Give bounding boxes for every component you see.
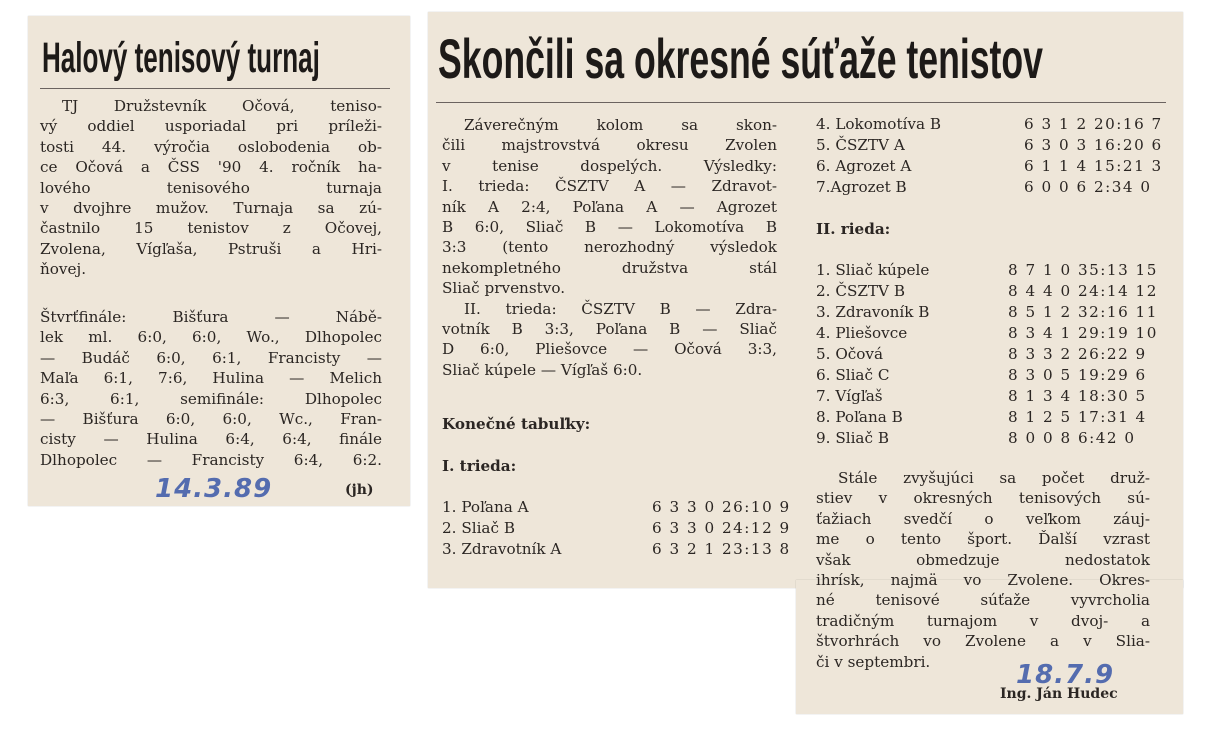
team-stats: 8 1 3 4 18:30 5 [1008, 387, 1147, 405]
team-name: 4. Pliešovce [816, 324, 908, 342]
table-row [442, 497, 791, 518]
table-row [816, 114, 1161, 135]
div1-heading: I. trieda: [442, 457, 517, 475]
text-line: častnilo 15 tenistov z Očovej, [40, 219, 382, 238]
text-line: v dvojhre mužov. Turnaja sa zú- [40, 198, 382, 217]
text-line: lového tenisového turnaja [40, 178, 382, 197]
table-row [816, 135, 1161, 156]
table-row [816, 281, 1161, 302]
text-line: votník B 3:3, Poľana B — Sliač [442, 319, 777, 338]
text-line: B 6:0, Sliač B — Lokomotíva B [442, 217, 777, 236]
table-row [816, 428, 1161, 449]
text-line: Štvrťfinále: Bišťura — Nábě- [40, 308, 382, 326]
text-line: ník A 2:4, Poľana A — Agrozet [442, 197, 777, 216]
team-name: 6. Agrozet A [816, 157, 912, 175]
text-line: 6:3, 6:1, semifinále: Dlhopolec [40, 389, 382, 408]
table-row [816, 302, 1161, 323]
text-line: Dlhopolec — Francisty 6:4, 6:2. [40, 450, 382, 469]
left-headline-rule [40, 88, 390, 89]
table-row [816, 260, 1161, 281]
team-stats: 6 3 3 0 26:10 9 [652, 498, 791, 516]
text-line: čili majstrovstvá okresu Zvolen [442, 136, 777, 155]
text-line: nekompletného družstva stál [442, 258, 777, 277]
text-line: ťažiach svedčí o veľkom záuj- [816, 509, 1150, 528]
table-row [816, 407, 1161, 428]
div2-table [816, 260, 1161, 449]
table-row [816, 156, 1161, 177]
left-author: (jh) [345, 482, 374, 498]
team-name: 3. Zdravoník B [816, 303, 930, 321]
text-line: Stále zvyšujúci sa počet druž- [838, 469, 1150, 487]
text-line: Maľa 6:1, 7:6, Hulina — Melich [40, 369, 382, 388]
table-row [442, 539, 791, 560]
text-line: či v septembri. [816, 652, 931, 671]
left-handwritten-date: 14.3.89 [155, 474, 273, 504]
table-row [442, 518, 791, 539]
text-line: tosti 44. výročia oslobodenia ob- [40, 137, 382, 156]
text-line: TJ Družstevník Očová, teniso- [62, 97, 382, 115]
text-line: ňovej. [40, 260, 87, 279]
div1-table-part1 [442, 497, 791, 560]
team-name: 5. ČSZTV A [816, 136, 905, 154]
text-line: Sliač kúpele — Vígľaš 6:0. [442, 360, 643, 379]
team-name: 4. Lokomotíva B [816, 115, 942, 133]
team-stats: 6 3 3 0 24:12 9 [652, 519, 791, 537]
table-row [816, 365, 1161, 386]
right-handwritten-date: 18.7.9 [1016, 660, 1115, 690]
team-stats: 8 3 4 1 29:19 10 [1008, 324, 1158, 342]
team-name: 8. Poľana B [816, 408, 903, 426]
team-name: 2. ČSZTV B [816, 282, 905, 300]
team-name: 9. Sliač B [816, 429, 889, 447]
text-line: né tenisové súťaže vyvrcholia [816, 591, 1150, 610]
team-name: 1. Poľana A [442, 498, 529, 516]
right-headline-rule [436, 102, 1166, 103]
text-line: lek ml. 6:0, 6:0, Wo., Dlhopolec [40, 328, 382, 347]
team-name: 1. Sliač kúpele [816, 261, 930, 279]
text-line: — Budáč 6:0, 6:1, Francisty — [40, 348, 382, 367]
team-name: 3. Zdravotník A [442, 540, 562, 558]
div2-heading: II. rieda: [816, 220, 891, 238]
team-stats: 6 0 0 6 2:34 0 [1024, 178, 1152, 196]
text-line: cisty — Hulina 6:4, 6:4, finále [40, 430, 382, 449]
team-stats: 6 3 0 3 16:20 6 [1024, 136, 1163, 154]
left-body [40, 96, 382, 280]
text-line: me o tento šport. Ďalší vzrast [816, 530, 1150, 549]
team-stats: 8 3 0 5 19:29 6 [1008, 366, 1147, 384]
text-line: 3:3 (tento nerozhodný výsledok [442, 238, 777, 257]
team-stats: 6 1 1 4 15:21 3 [1024, 157, 1163, 175]
text-line: stiev v okresných tenisových sú- [816, 489, 1150, 508]
table-row [816, 386, 1161, 407]
right-author: Ing. Ján Hudec [1000, 686, 1118, 702]
team-stats: 8 3 3 2 26:22 9 [1008, 345, 1147, 363]
right-headline: Skončili sa okresné súťaže tenistov [438, 27, 1043, 90]
team-name: 7. Vígľaš [816, 387, 883, 405]
div1-table-part2 [816, 114, 1161, 198]
team-stats: 6 3 1 2 20:16 7 [1024, 115, 1163, 133]
text-line: ce Očová a ČSS '90 4. ročník ha- [40, 158, 382, 177]
text-line: D 6:0, Pliešovce — Očová 3:3, [442, 340, 777, 359]
team-name: 2. Sliač B [442, 519, 515, 537]
closing-paragraph [816, 468, 1150, 672]
text-line: Záverečným kolom sa skon- [464, 116, 777, 134]
text-line: Zvolena, Vígľaša, Pstruši a Hri- [40, 239, 382, 258]
text-line: však obmedzuje nedostatok [816, 550, 1150, 569]
text-line: vý oddiel usporiadal pri príleži- [40, 117, 382, 136]
team-stats: 8 5 1 2 32:16 11 [1008, 303, 1158, 321]
team-name: 5. Očová [816, 345, 884, 363]
team-stats: 8 7 1 0 35:13 15 [1008, 261, 1158, 279]
tables-heading: Konečné tabuľky: [442, 415, 591, 433]
text-line: ihrísk, najmä vo Zvolene. Okres- [816, 570, 1150, 589]
table-row [816, 344, 1161, 365]
table-row [816, 323, 1161, 344]
left-results [40, 307, 382, 470]
text-line: Sliač prvenstvo. [442, 279, 566, 298]
team-stats: 6 3 2 1 23:13 8 [652, 540, 791, 558]
text-line: — Bišťura 6:0, 6:0, Wc., Fran- [40, 409, 382, 428]
text-line: tradičným turnajom v dvoj- a [816, 611, 1150, 630]
right-col1-body [442, 115, 777, 380]
left-headline: Halový tenisový turnaj [42, 33, 320, 81]
team-stats: 8 4 4 0 24:14 12 [1008, 282, 1158, 300]
table-row [816, 177, 1161, 198]
text-line: štvorhrách vo Zvolene a v Slia- [816, 632, 1150, 651]
team-stats: 8 0 0 8 6:42 0 [1008, 429, 1136, 447]
team-name: 7.Agrozet B [816, 178, 907, 196]
text-line: I. trieda: ČSZTV A — Zdravot- [442, 177, 777, 196]
team-name: 6. Sliač C [816, 366, 890, 384]
text-line: v tenise dospelých. Výsledky: [442, 156, 777, 175]
text-line: II. trieda: ČSZTV B — Zdra- [464, 299, 777, 318]
team-stats: 8 1 2 5 17:31 4 [1008, 408, 1147, 426]
